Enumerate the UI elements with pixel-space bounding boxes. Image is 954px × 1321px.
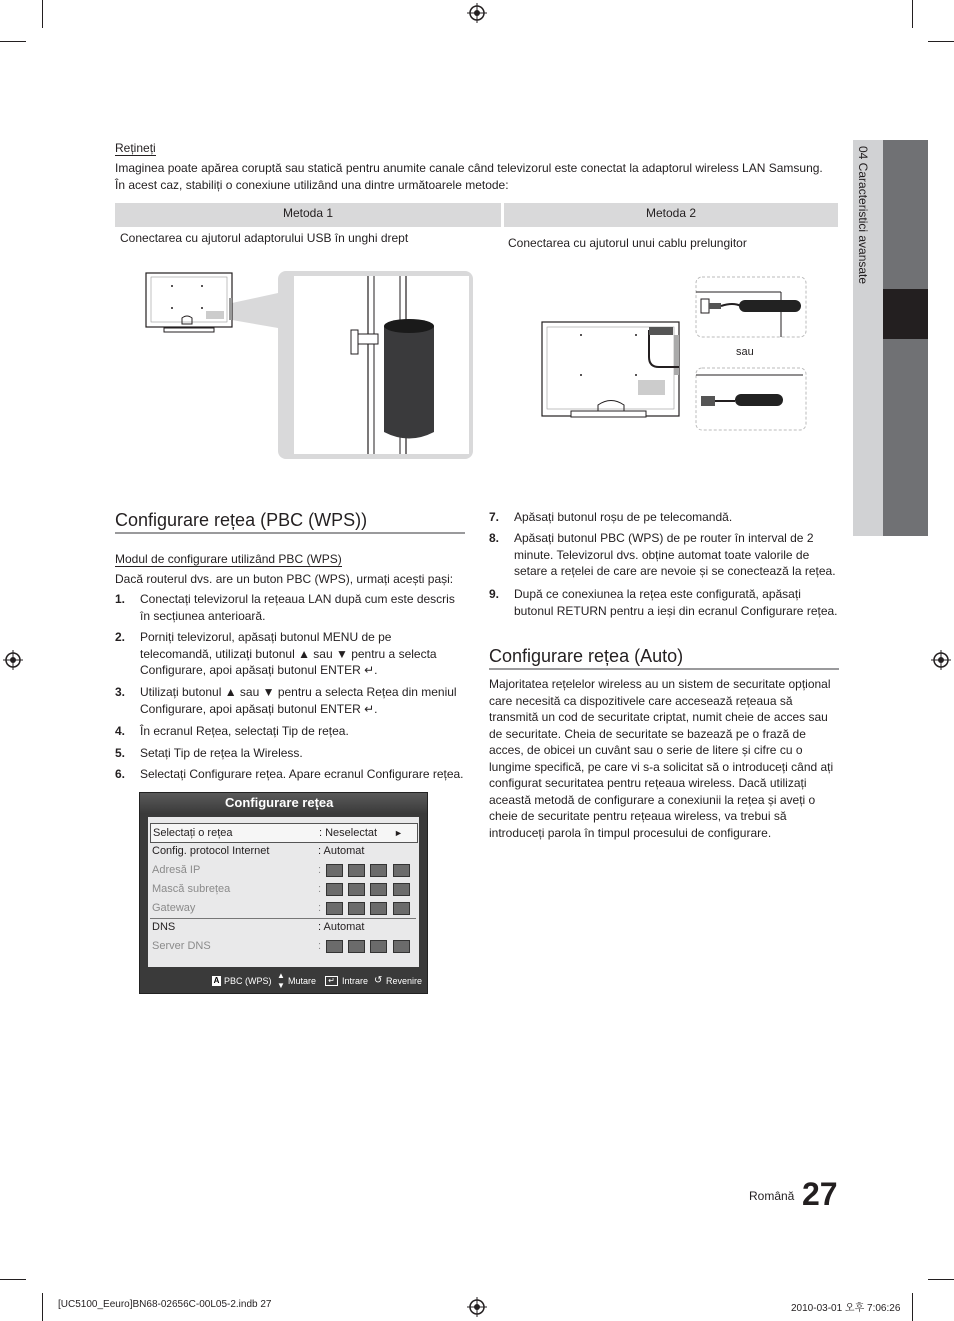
osd-row-subnet-mask: Mască subrețea : bbox=[150, 880, 416, 898]
step-number: 2. bbox=[115, 630, 126, 644]
registration-mark-icon bbox=[931, 650, 951, 670]
crop-mark bbox=[42, 1293, 43, 1321]
enter-icon: ↵ bbox=[325, 976, 338, 986]
chapter-title: 04 Caracteristici avansate bbox=[856, 146, 870, 285]
step-text: În ecranul Rețea, selectați Tip de rețea. bbox=[140, 724, 349, 738]
registration-mark-icon bbox=[467, 3, 487, 23]
step-text: Setați Tip de rețea la Wireless. bbox=[140, 746, 303, 760]
arrow-right-icon: ► bbox=[394, 828, 403, 838]
move-hint: Mutare bbox=[288, 976, 317, 986]
auto-title-rule bbox=[489, 668, 839, 670]
step-text: După ce conexiunea la rețea este configurată, apăsați butonul RETURN pentru a ieși din ecranul Configurare rețea. bbox=[514, 587, 838, 618]
print-date: 2010-03-01 오후 7:06:26 bbox=[791, 1303, 901, 1314]
step-number: 3. bbox=[115, 685, 126, 699]
crop-mark bbox=[928, 41, 954, 42]
method-2-illustration bbox=[541, 275, 811, 435]
crop-mark bbox=[0, 1279, 26, 1280]
or-label: sau bbox=[736, 346, 754, 358]
a-key-icon: A bbox=[213, 976, 220, 985]
method-1-header: Metoda 1 bbox=[115, 203, 501, 227]
osd-panel bbox=[148, 817, 419, 967]
osd-footer bbox=[140, 971, 427, 991]
method-2-header: Metoda 2 bbox=[504, 203, 838, 227]
method-1-illustration bbox=[142, 268, 474, 460]
method-1-text: Conectarea cu ajutorul adaptorului USB în unghi drept bbox=[120, 231, 409, 245]
crop-mark bbox=[912, 0, 913, 28]
osd-row-dns-server: Server DNS : bbox=[150, 937, 416, 955]
pbc-subheading: Modul de configurare utilizând PBC (WPS) bbox=[115, 552, 342, 566]
print-file-info: [UC5100_Eeuro]BN68-02656C-00L05-2.indb 27 bbox=[58, 1299, 272, 1310]
registration-mark-icon bbox=[3, 650, 23, 670]
pbc-intro: Dacă routerul dvs. are un buton PBC (WPS), urmați acești pași: bbox=[115, 572, 454, 586]
page-number: 27 bbox=[802, 1176, 838, 1212]
step-text: Apăsați butonul roșu de pe telecomandă. bbox=[514, 510, 733, 524]
return-icon: ↺ bbox=[374, 975, 383, 986]
crop-mark bbox=[928, 1279, 954, 1280]
pbc-hint: PBC (WPS) bbox=[224, 976, 272, 986]
step-number: 5. bbox=[115, 746, 126, 760]
osd-row-select-network[interactable]: Selectați o rețea : Neselectat ► bbox=[150, 823, 418, 843]
osd-row-ip-address: Adresă IP : bbox=[150, 861, 416, 879]
language-label: Română bbox=[749, 1189, 795, 1203]
pbc-title-rule bbox=[115, 532, 465, 534]
pbc-title: Configurare rețea (PBC (WPS)) bbox=[115, 510, 368, 530]
step-number: 1. bbox=[115, 592, 126, 606]
step-text: Selectați Configurare rețea. Apare ecranul Configurare rețea. bbox=[140, 767, 464, 781]
step-number: 9. bbox=[489, 587, 500, 601]
osd-row-dns[interactable]: DNS : Automat bbox=[152, 921, 365, 933]
network-setup-screen bbox=[139, 792, 428, 994]
method-2-text: Conectarea cu ajutorul unui cablu prelungitor bbox=[508, 236, 747, 250]
step-text: Utilizați butonul ▲ sau ▼ pentru a selecta Rețea din meniul Configurare, apoi apăsați butonul ENTER ↵. bbox=[140, 685, 457, 716]
crop-mark bbox=[42, 0, 43, 28]
step-text: Apăsați butonul PBC (WPS) de pe router în interval de 2 minute. Televizorul dvs. obține automat toate valorile de setare a rețelei de care are nevoie și se conectează la rețea. bbox=[514, 531, 836, 578]
step-number: 8. bbox=[489, 531, 500, 545]
chapter-tab-marker bbox=[883, 289, 928, 339]
return-hint: Revenire bbox=[386, 976, 423, 986]
step-number: 7. bbox=[489, 510, 500, 524]
note-heading: Rețineți bbox=[115, 141, 156, 155]
registration-mark-icon bbox=[467, 1297, 487, 1317]
step-text: Porniți televizorul, apăsați butonul MENU de pe telecomandă, utilizați butonul ▲ sau ▼ pentru a selecta Configurare, apoi apăsați butonul ENTER ↵. bbox=[140, 630, 437, 677]
note-text: Imaginea poate apărea coruptă sau statică pentru anumite canale când televizorul este conectat la adaptorul wireless LAN Samsung. În acest caz, stabiliți o conexiune utilizând una dintre următoarele metode: bbox=[115, 161, 823, 192]
osd-title: Configurare rețea bbox=[140, 793, 427, 813]
step-number: 4. bbox=[115, 724, 126, 738]
auto-text: Majoritatea rețelelor wireless au un sistem de securitate opțional care necesită ca dispozitivele care accesează rețeaua să transmită un cod de securitate criptat, numit cheie de acces sau de securitate. Cheia de securitate se bazează pe o frază de acces, de obicei un cuvânt sau o serie de litere și cifre cu o lungime specifică, pe care vi s-a solicitat să o introduceți când ați configurat securitatea pentru rețeaua wireless. Dacă utilizați această metodă de configurare a conexiunii la rețea și aveți o cheie de securitate pentru rețeaua wireless, va trebui să introduceți parola în timpul procesului de configurare. bbox=[489, 677, 834, 840]
step-text: Conectați televizorul la rețeaua LAN după cum este descris în secțiunea anterioară. bbox=[140, 592, 455, 623]
crop-mark bbox=[912, 1293, 913, 1321]
osd-row-ip-config[interactable]: Config. protocol Internet : Automat bbox=[152, 845, 365, 857]
crop-mark bbox=[0, 41, 26, 42]
osd-row-gateway: Gateway : bbox=[150, 899, 416, 917]
step-number: 6. bbox=[115, 767, 126, 781]
updown-icon: ▲ ▼ bbox=[277, 971, 285, 990]
auto-title: Configurare rețea (Auto) bbox=[489, 646, 684, 666]
enter-hint: Intrare bbox=[342, 976, 369, 986]
